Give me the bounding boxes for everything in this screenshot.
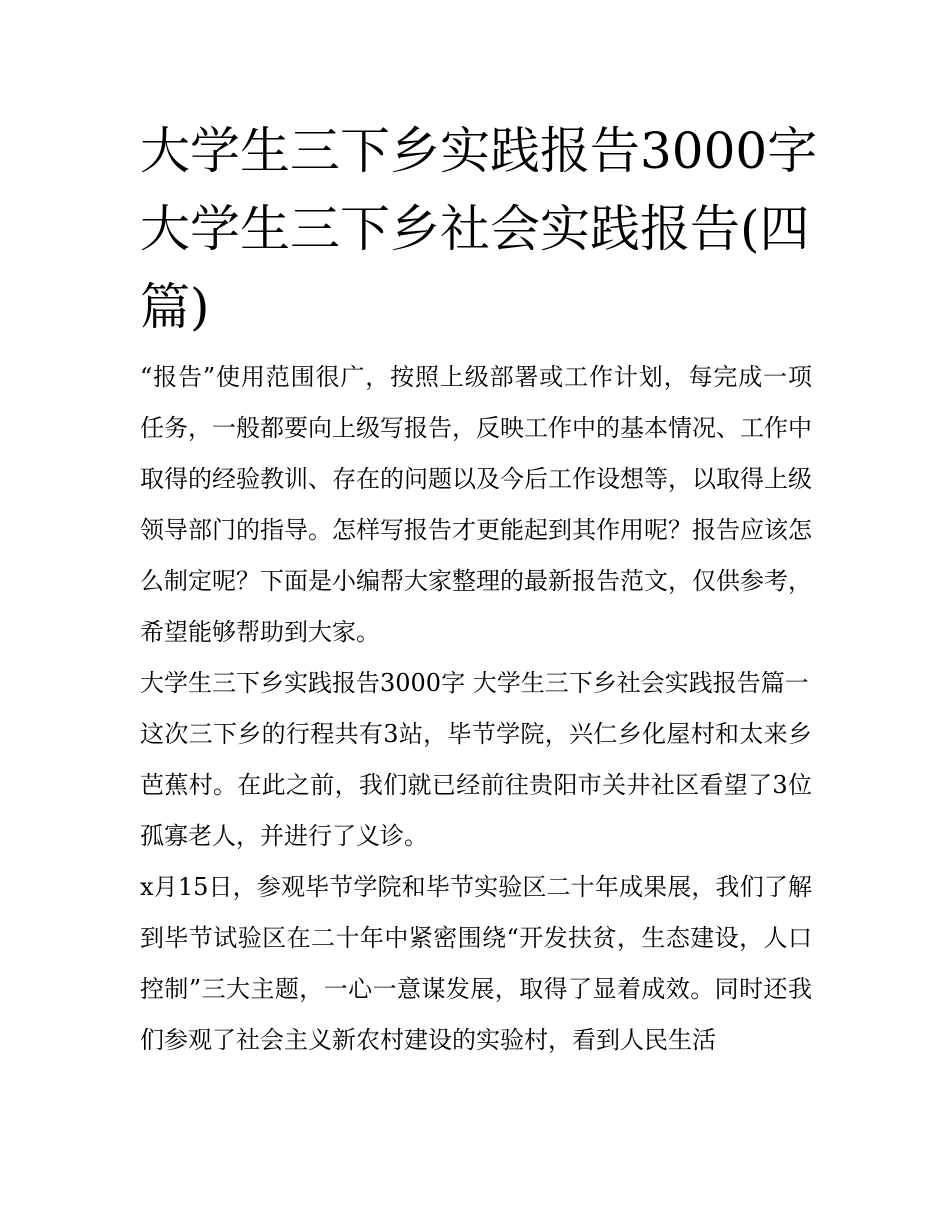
document-body (140, 352, 812, 1066)
body-paragraph: 这次三下乡的行程共有3站，毕节学院，兴仁乡化屋村和太来乡芭蕉村。在此之前，我们就已经前往贵阳市关井社区看望了3位孤寡老人，并进行了义诊。 (140, 720, 812, 850)
section-heading: 大学生三下乡实践报告3000字 大学生三下乡社会实践报告篇一 (140, 669, 809, 697)
body-paragraph: x月15日，参观毕节学院和毕节实验区二十年成果展，我们了解到毕节试验区在二十年中紧密围绕“开发扶贫，生态建设，人口控制”三大主题，一心一意谋发展，取得了显着成效。同时还我们参观了社会主义新农村建设的实验村，看到人民生活 (140, 873, 812, 1054)
intro-paragraph: “报告”使用范围很广，按照上级部署或工作计划，每完成一项任务，一般都要向上级写报告，反映工作中的基本情况、工作中取得的经验教训、存在的问题以及今后工作设想等，以取得上级领导部门的指导。怎样写报告才更能起到其作用呢？报告应该怎么制定呢？下面是小编帮大家整理的最新报告范文，仅供参考，希望能够帮助到大家。 (140, 363, 812, 646)
document-title: 大学生三下乡实践报告3000字 大学生三下乡社会实践报告(四篇) (140, 122, 818, 336)
